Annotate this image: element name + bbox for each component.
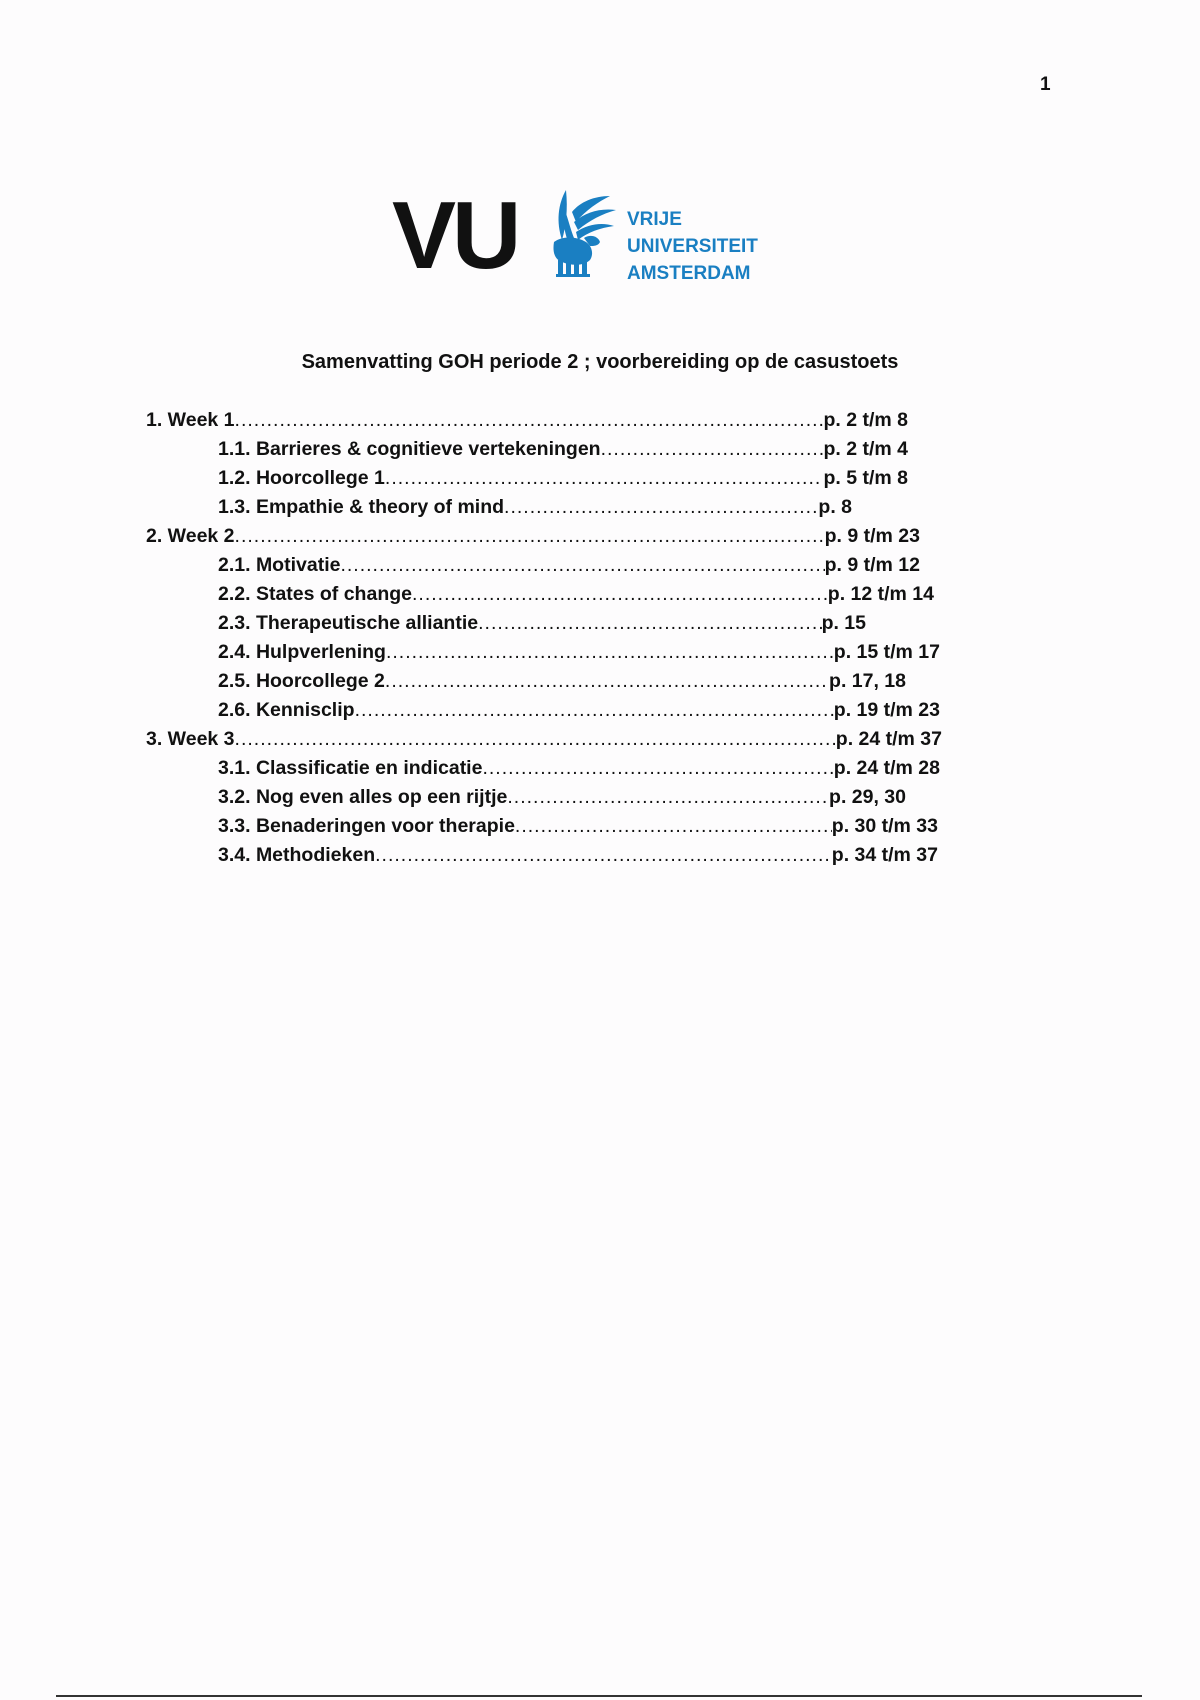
toc-leader-dots [504,496,818,519]
toc-entry[interactable] [146,525,920,553]
toc-entry[interactable] [218,583,934,611]
toc-entry-label: 2.6. Kennisclip [218,699,355,721]
toc-entry-label: 3.2. Nog even alles op een rijtje [218,786,508,808]
toc-entry-label: 1. Week 1 [146,409,235,431]
toc-entry[interactable] [218,554,920,582]
toc-entry[interactable] [218,496,852,524]
toc-entry[interactable] [218,438,908,466]
toc-leader-dots [601,438,824,461]
toc-leader-dots [385,670,829,693]
logo-wordmark [627,206,758,287]
toc-entry-pages: p. 30 t/m 33 [831,815,938,837]
logo-mark: VU [392,182,518,289]
toc-entry-label: 1.2. Hoorcollege 1 [218,467,385,489]
toc-entry-label: 3.1. Classificatie en indicatie [218,757,483,779]
toc-leader-dots [386,641,834,664]
toc-entry-label: 2.4. Hulpverlening [218,641,386,663]
toc-entry[interactable] [218,815,938,843]
toc-entry-pages: p. 24 t/m 37 [835,728,942,750]
toc-entry-label: 1.3. Empathie & theory of mind [218,496,505,518]
toc-entry-pages: p. 15 [821,612,866,634]
toc-entry-label: 3.3. Benaderingen voor therapie [218,815,515,837]
toc-entry-pages: p. 5 t/m 8 [823,467,908,489]
toc-entry-pages: p. 8 [818,496,852,518]
toc-entry-pages: p. 19 t/m 23 [833,699,940,721]
toc-leader-dots [412,583,828,606]
griffin-icon [528,182,628,282]
toc-leader-dots [515,815,832,838]
toc-entry-pages: p. 12 t/m 14 [827,583,934,605]
toc-entry-pages: p. 29, 30 [829,786,906,808]
toc-entry[interactable] [146,409,908,437]
toc-entry-label: 2.3. Therapeutische alliantie [218,612,479,634]
toc-entry[interactable] [146,728,942,756]
toc-entry-label: 1.1. Barrieres & cognitieve vertekeningen [218,438,601,460]
logo-line-2: UNIVERSITEIT [627,236,758,257]
toc-entry[interactable] [218,699,940,727]
toc-entry-pages: p. 9 t/m 23 [824,525,920,547]
toc-entry[interactable] [218,844,938,872]
toc-entry-label: 3. Week 3 [146,728,235,750]
toc-leader-dots [340,554,824,577]
toc-entry-pages: p. 17, 18 [829,670,906,692]
toc-leader-dots [235,525,825,548]
document-title: Samenvatting GOH periode 2 ; voorbereiding op de casustoets [301,351,899,373]
toc-entry[interactable] [218,467,908,495]
page-number: 1 [1040,74,1051,95]
toc-entry-label: 3.4. Methodieken [218,844,376,866]
toc-leader-dots [235,728,836,751]
toc-entry[interactable] [218,641,940,669]
toc-entry[interactable] [218,757,940,785]
toc-leader-dots [375,844,832,867]
toc-entry-pages: p. 9 t/m 12 [824,554,920,576]
toc-entry[interactable] [218,612,866,640]
toc-leader-dots [355,699,834,722]
toc-entry-pages: p. 34 t/m 37 [831,844,938,866]
toc-entry[interactable] [218,670,906,698]
page-bottom-rule [56,1695,1142,1697]
toc-leader-dots [507,786,829,809]
toc-leader-dots [482,757,833,780]
toc-entry-pages: p. 2 t/m 4 [823,438,908,460]
vu-logo [392,182,762,310]
toc-leader-dots [385,467,824,490]
toc-entry-label: 2.5. Hoorcollege 2 [218,670,385,692]
toc-entry-label: 2.2. States of change [218,583,412,605]
logo-line-3: AMSTERDAM [627,263,751,284]
toc-entry-pages: p. 2 t/m 8 [823,409,908,431]
toc-entry-label: 2.1. Motivatie [218,554,341,576]
toc-entry-pages: p. 15 t/m 17 [833,641,940,663]
toc-leader-dots [235,409,824,432]
toc-entry[interactable] [218,786,906,814]
toc-leader-dots [478,612,821,635]
logo-line-1: VRIJE [627,209,682,230]
toc-entry-pages: p. 24 t/m 28 [833,757,940,779]
toc-entry-label: 2. Week 2 [146,525,235,547]
